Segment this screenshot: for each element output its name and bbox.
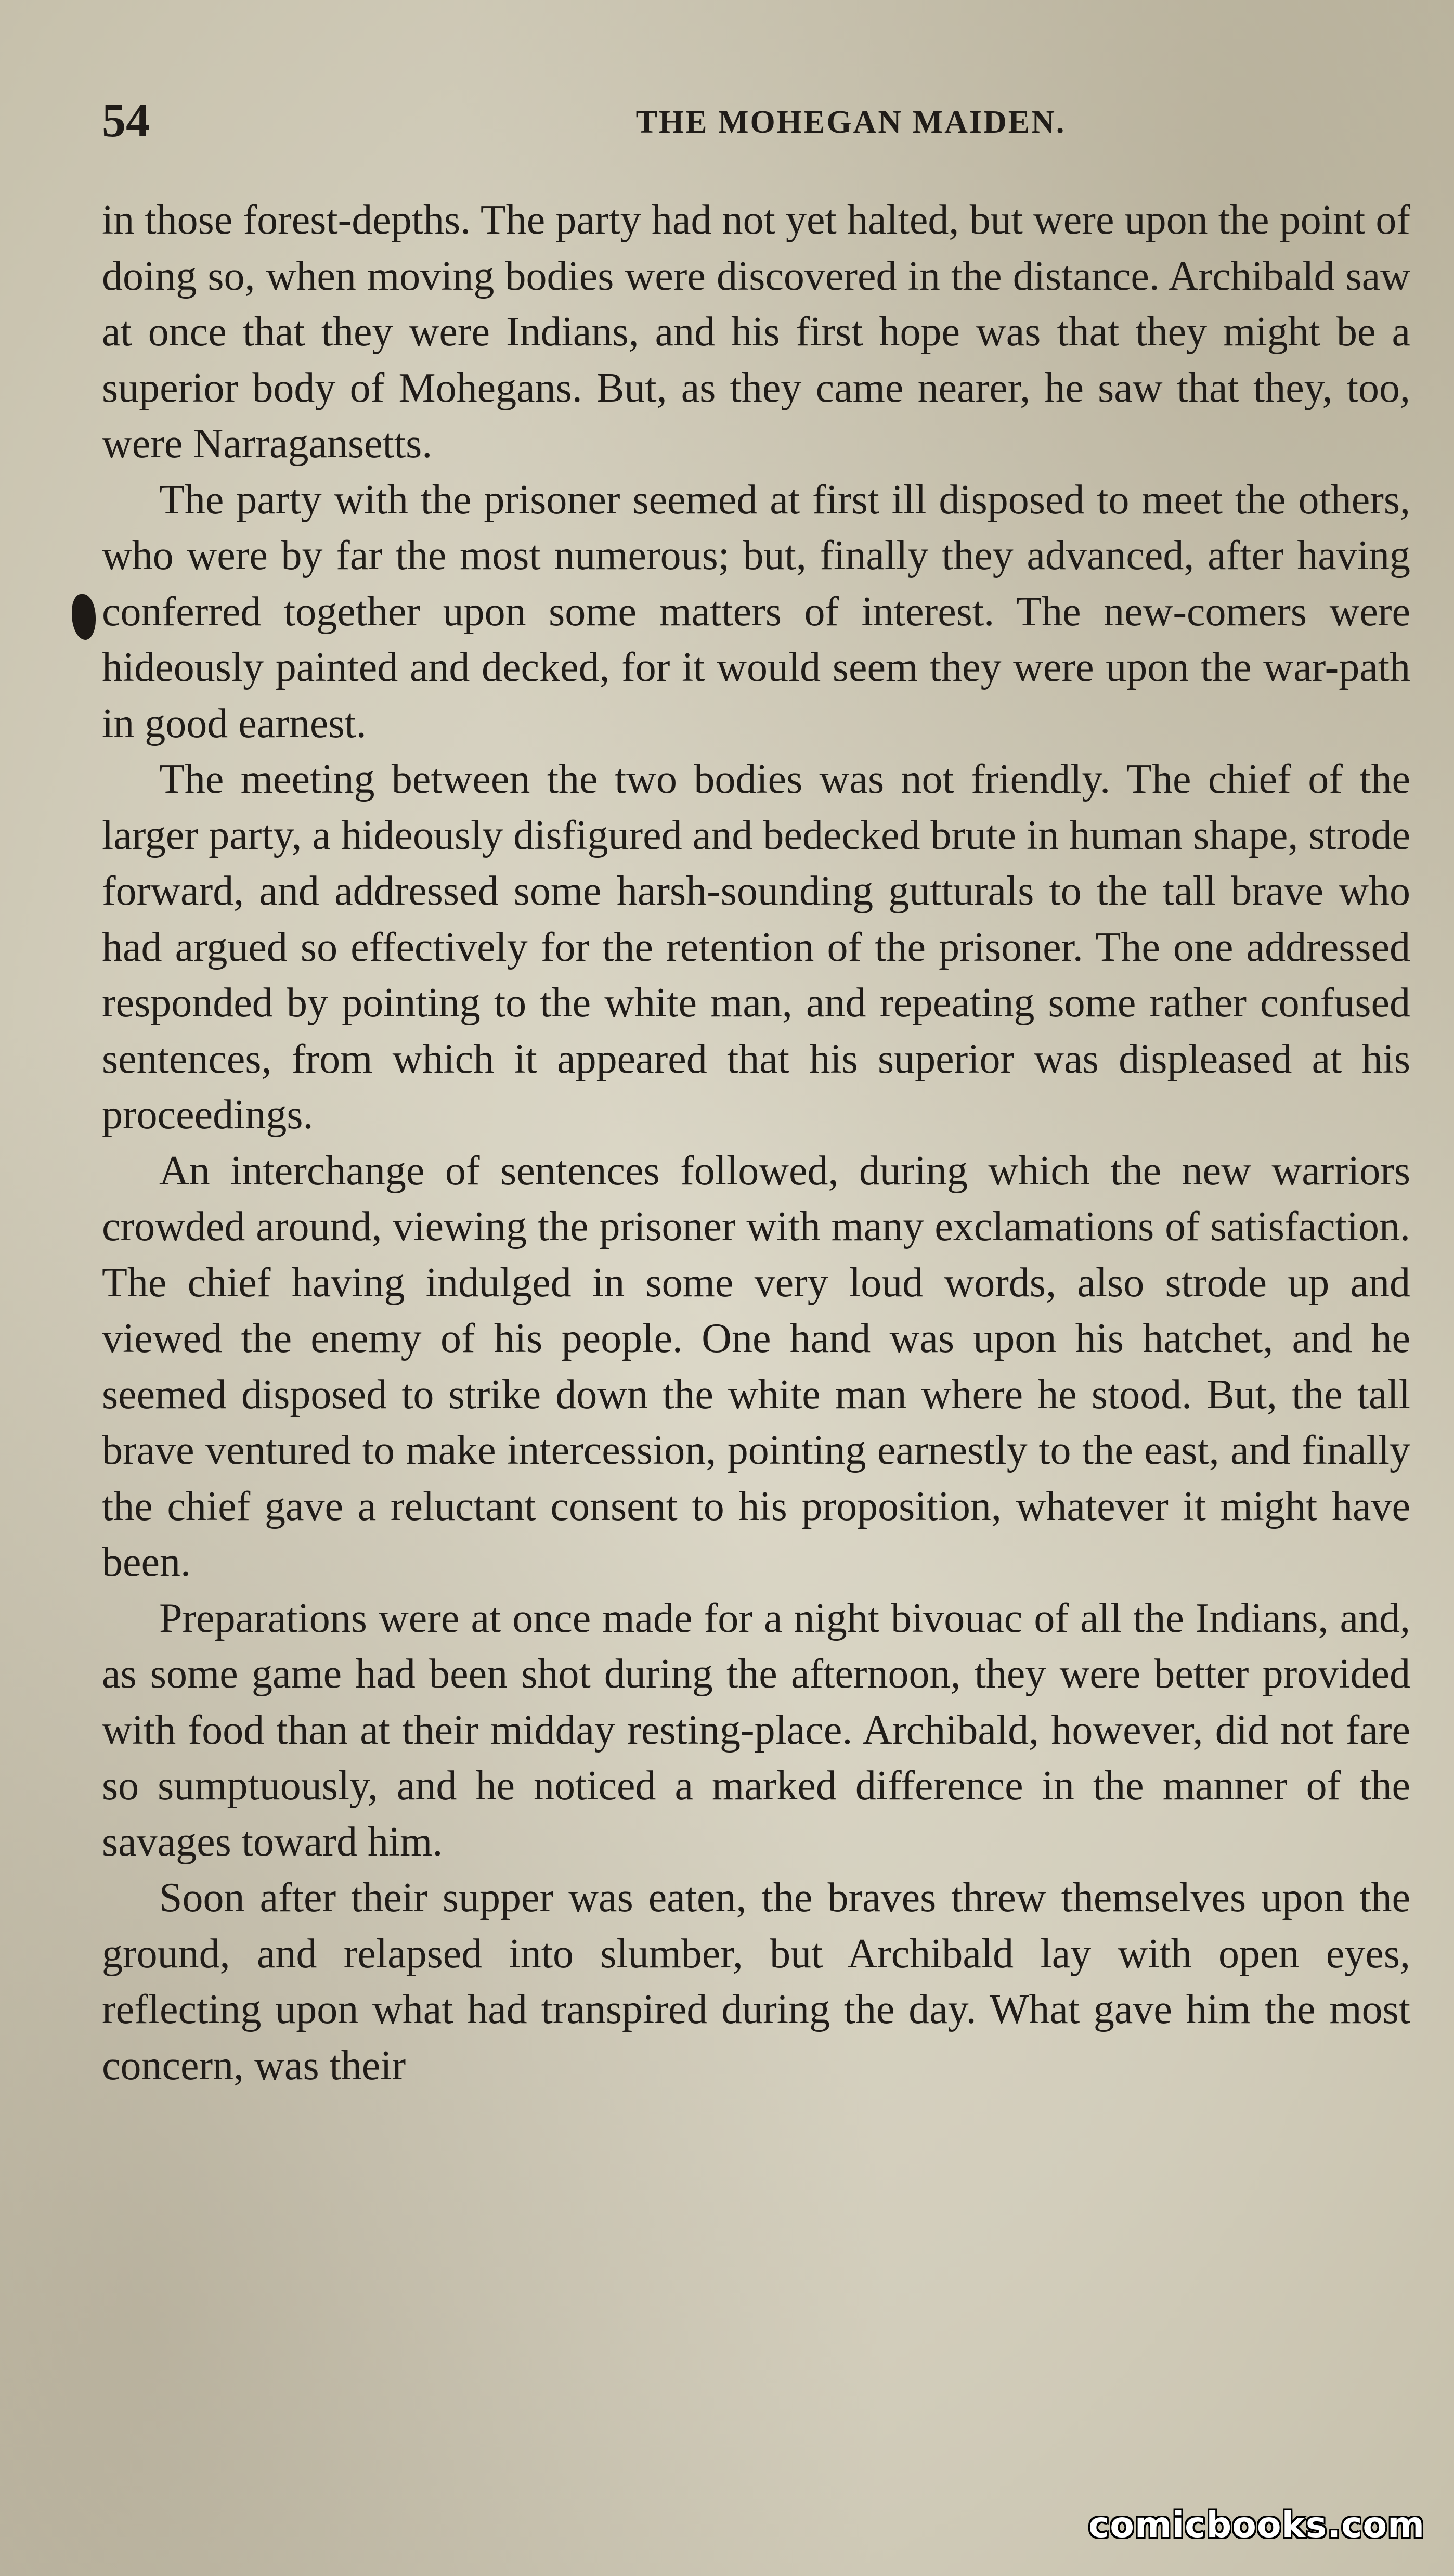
running-title: THE MOHEGAN MAIDEN. [635, 105, 1066, 140]
paragraph: The party with the prisoner seemed at first ill disposed to meet the others, who were by far the most numerous; but, finally they advanced, after having conferred together upon some matters of interest. The new-comers were hideously painted and decked, for it would seem they were upon the war-path in good earnest. [102, 476, 1410, 746]
page-number: 54 [102, 94, 150, 147]
watermark: comicbooks.com [1088, 2505, 1425, 2546]
paragraph: Preparations were at once made for a night bivouac of all the Indians, and, as some game had been shot during the afternoon, they were better provided with food than at their midday resting-place. Archibald, however, did not fare so sumptuously, and he noticed a marked difference in the manner of the savages toward him. [102, 1595, 1410, 1865]
page-header [102, 92, 1392, 149]
paragraph: The meeting between the two bodies was not friendly. The chief of the larger party, a hideously disfigured and bedecked brute in human shape, strode forward, and addressed some harsh-sounding gutturals to the tall brave who had argued so effectively for the retention of the prisoner. The one addressed responded by pointing to the white man, and repeating some rather confused sentences, from which it appeared that his superior was displeased at his proceedings. [102, 756, 1410, 1138]
paragraph: An interchange of sentences followed, during which the new warriors crowded around, viewing the prisoner with many exclamations of satisfaction. The chief having indulged in some very loud words, also strode up and viewed the enemy of his people. One hand was upon his hatchet, and he seemed disposed to strike down the white man where he stood. But, the tall brave ventured to make intercession, pointing earnestly to the east, and finally the chief gave a reluctant consent to his proposition, whatever it might have been. [102, 1148, 1410, 1585]
body-text [102, 192, 1410, 2094]
paragraph: Soon after their supper was eaten, the braves threw themselves upon the ground, and relapsed into slumber, but Archibald lay with open eyes, reflecting upon what had transpired during the day. What gave him the most concern, was their [102, 1875, 1410, 2089]
paragraph: in those forest-depths. The party had not yet halted, but were upon the point of doing so, when moving bodies were discovered in the distance. Archibald saw at once that they were Indians, and his first hope was that they might be a superior body of Mohegans. But, as they came nearer, he saw that they, too, were Narragansetts. [102, 197, 1410, 467]
ink-blot [72, 594, 96, 640]
